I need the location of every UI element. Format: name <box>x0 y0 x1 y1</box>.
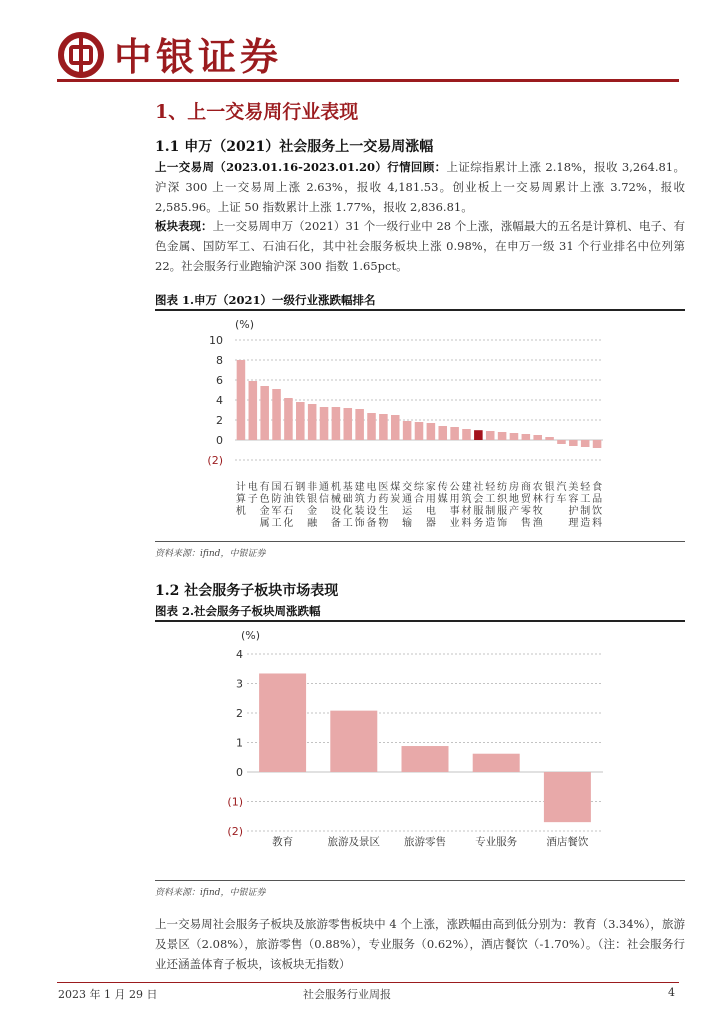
x-tick-label: 基础化工 <box>342 482 353 529</box>
sub-sector-chart <box>155 623 685 878</box>
x-tick-label: 农林牧渔 <box>532 482 543 529</box>
x-tick-label: 计算机 <box>235 482 246 517</box>
x-tick-label: 教育 <box>272 836 294 848</box>
bar <box>330 711 377 772</box>
y-tick-label: 0 <box>216 434 223 447</box>
footer-date: 2023 年 1 月 29 日 <box>58 988 158 1001</box>
footer-title: 社会服务行业周报 <box>303 988 391 1001</box>
bar <box>473 754 520 772</box>
bar <box>402 746 449 772</box>
bar <box>379 414 388 440</box>
figure-2-title: 图表 2.社会服务子板块周涨跌幅 <box>155 604 321 618</box>
y-tick-label: 2 <box>236 707 243 720</box>
x-tick-label: 轻工制造 <box>485 482 496 529</box>
sector-performance-lead: 板块表现： <box>155 219 213 233</box>
figure-2-bottom-rule <box>155 880 685 881</box>
bar <box>557 440 566 444</box>
section-title: 1、上一交易周行业表现 <box>155 101 359 123</box>
bar <box>260 386 269 440</box>
market-review-paragraph <box>155 157 685 217</box>
bar <box>355 409 364 440</box>
bar <box>367 413 376 440</box>
y-tick-label: 10 <box>209 334 223 347</box>
bar <box>415 422 424 440</box>
y-tick-label: 1 <box>236 736 243 750</box>
bar <box>403 421 412 440</box>
bar <box>259 673 306 772</box>
y-unit-label: (%) <box>235 318 255 331</box>
bar <box>544 772 591 822</box>
bar <box>391 415 400 440</box>
x-tick-label: 电力设备 <box>366 482 377 529</box>
x-tick-label: 商贸零售 <box>520 482 531 529</box>
bar <box>569 440 578 446</box>
x-tick-label: 有色金属 <box>259 482 270 529</box>
bar <box>462 429 471 440</box>
bar <box>308 404 317 440</box>
y-tick-label: 6 <box>216 374 223 387</box>
x-tick-label: 煤炭 <box>390 482 401 505</box>
x-tick-label: 酒店餐饮 <box>546 836 589 848</box>
x-tick-label: 机械设备 <box>330 482 341 529</box>
bar <box>272 389 281 440</box>
x-tick-label: 传媒 <box>437 482 448 505</box>
y-tick-label: (1) <box>227 795 243 809</box>
market-review-text: 上证综指累计上涨 2.18%，报收 3,264.81。沪深 300 上一交易周上涨 2.63%，报收 4,181.53。创业板上一交易周累计上涨 3.72%，报收 2,585.96。上证 50 指数累计上涨 1.77%，报收 2,836.81。 <box>155 160 685 214</box>
bar <box>593 440 602 448</box>
bank-of-china-logo-icon <box>58 32 104 78</box>
bar <box>474 430 483 440</box>
x-tick-label: 综合 <box>414 482 424 505</box>
figure-1-top-rule <box>155 309 685 311</box>
bar <box>296 402 305 440</box>
bar <box>450 427 459 440</box>
y-tick-label: 3 <box>236 677 243 691</box>
x-tick-label: 专业服务 <box>475 836 518 848</box>
bar <box>498 432 507 440</box>
bar <box>320 407 329 440</box>
x-tick-label: 国防军工 <box>271 482 282 529</box>
header-rule <box>57 79 679 82</box>
market-review-lead: 上一交易周（2023.01.16-2023.01.20）行情回顾： <box>155 160 447 174</box>
brand-name: 中银证券 <box>114 34 283 79</box>
y-tick-label: 4 <box>216 394 223 407</box>
x-tick-label: 建筑材料 <box>461 482 472 529</box>
figure-2-top-rule <box>155 620 685 622</box>
x-tick-label: 公用事业 <box>449 482 460 529</box>
x-tick-label: 美容护理 <box>568 482 579 529</box>
y-tick-label: 0 <box>236 766 243 779</box>
x-tick-label: 旅游零售 <box>404 836 446 848</box>
x-tick-label: 通信 <box>319 482 330 505</box>
x-tick-label: 房地产 <box>508 482 519 517</box>
figure-2-source: 资料来源：ifind，中银证券 <box>155 888 266 898</box>
y-tick-label: (2) <box>207 454 223 467</box>
x-tick-label: 纺织服饰 <box>497 482 508 529</box>
x-tick-label: 建筑装饰 <box>354 482 365 529</box>
y-tick-label: 2 <box>216 414 223 427</box>
x-tick-label: 医药生物 <box>378 482 389 529</box>
industry-ranking-chart <box>155 312 685 540</box>
y-tick-label: 4 <box>236 648 243 661</box>
x-tick-label: 非银金融 <box>307 482 318 529</box>
page-number: 4 <box>668 986 675 999</box>
bar <box>438 426 447 440</box>
sector-performance-text: 上一交易周申万（2021）31 个一级行业中 28 个上涨，涨幅最大的五名是计算机、电子、有色金属、国防军工、石油石化，其中社会服务板块上涨 0.98%，在申万一级 31 个行业排名中位列第 22。社会服务行业跑输沪深 300 指数 1.65pct。 <box>155 219 685 273</box>
page-header <box>0 0 724 84</box>
bar <box>284 398 293 440</box>
x-tick-label: 社会服务 <box>473 482 484 529</box>
y-tick-label: 8 <box>216 354 223 367</box>
footer-rule <box>57 982 679 983</box>
bar <box>522 434 531 440</box>
x-tick-label: 轻工制造 <box>580 482 591 529</box>
subsection-title-1-1: 1.1 申万（2021）社会服务上一交易周涨幅 <box>155 139 434 155</box>
sector-performance-paragraph <box>155 216 685 276</box>
x-tick-label: 石油石化 <box>283 482 294 529</box>
bar <box>510 433 519 440</box>
x-tick-label: 交通运输 <box>402 482 413 529</box>
figure-1-bottom-rule <box>155 541 685 542</box>
bar <box>249 381 258 440</box>
x-tick-label: 家用电器 <box>425 482 436 529</box>
bar <box>237 360 246 440</box>
x-tick-label: 银行 <box>544 482 555 505</box>
bar <box>545 437 554 440</box>
bar <box>427 423 436 440</box>
y-tick-label: (2) <box>227 825 243 838</box>
y-unit-label: (%) <box>241 629 261 642</box>
figure-1-title: 图表 1.申万（2021）一级行业涨跌幅排名 <box>155 293 376 307</box>
x-tick-label: 钢铁 <box>295 482 306 505</box>
subsection-title-1-2: 1.2 社会服务子板块市场表现 <box>155 583 339 599</box>
x-tick-label: 食品饮料 <box>592 482 603 529</box>
summary-paragraph: 上一交易周社会服务子板块及旅游零售板块中 4 个上涨，涨跌幅由高到低分别为：教育（3.34%），旅游及景区（2.08%），旅游零售（0.88%），专业服务（0.62%），酒店餐饮（-1.70%）。（注：社会服务行业还涵盖体育子板块，该板块无指数） <box>155 917 685 971</box>
bar <box>344 408 353 440</box>
x-tick-label: 电子 <box>247 482 258 505</box>
figure-1-source: 资料来源：ifind，中银证券 <box>155 549 266 559</box>
bar <box>533 435 542 440</box>
bar <box>332 407 341 440</box>
x-tick-label: 汽车 <box>556 482 567 505</box>
x-tick-label: 旅游及景区 <box>327 836 381 848</box>
bar <box>486 431 495 440</box>
bar <box>581 440 590 447</box>
